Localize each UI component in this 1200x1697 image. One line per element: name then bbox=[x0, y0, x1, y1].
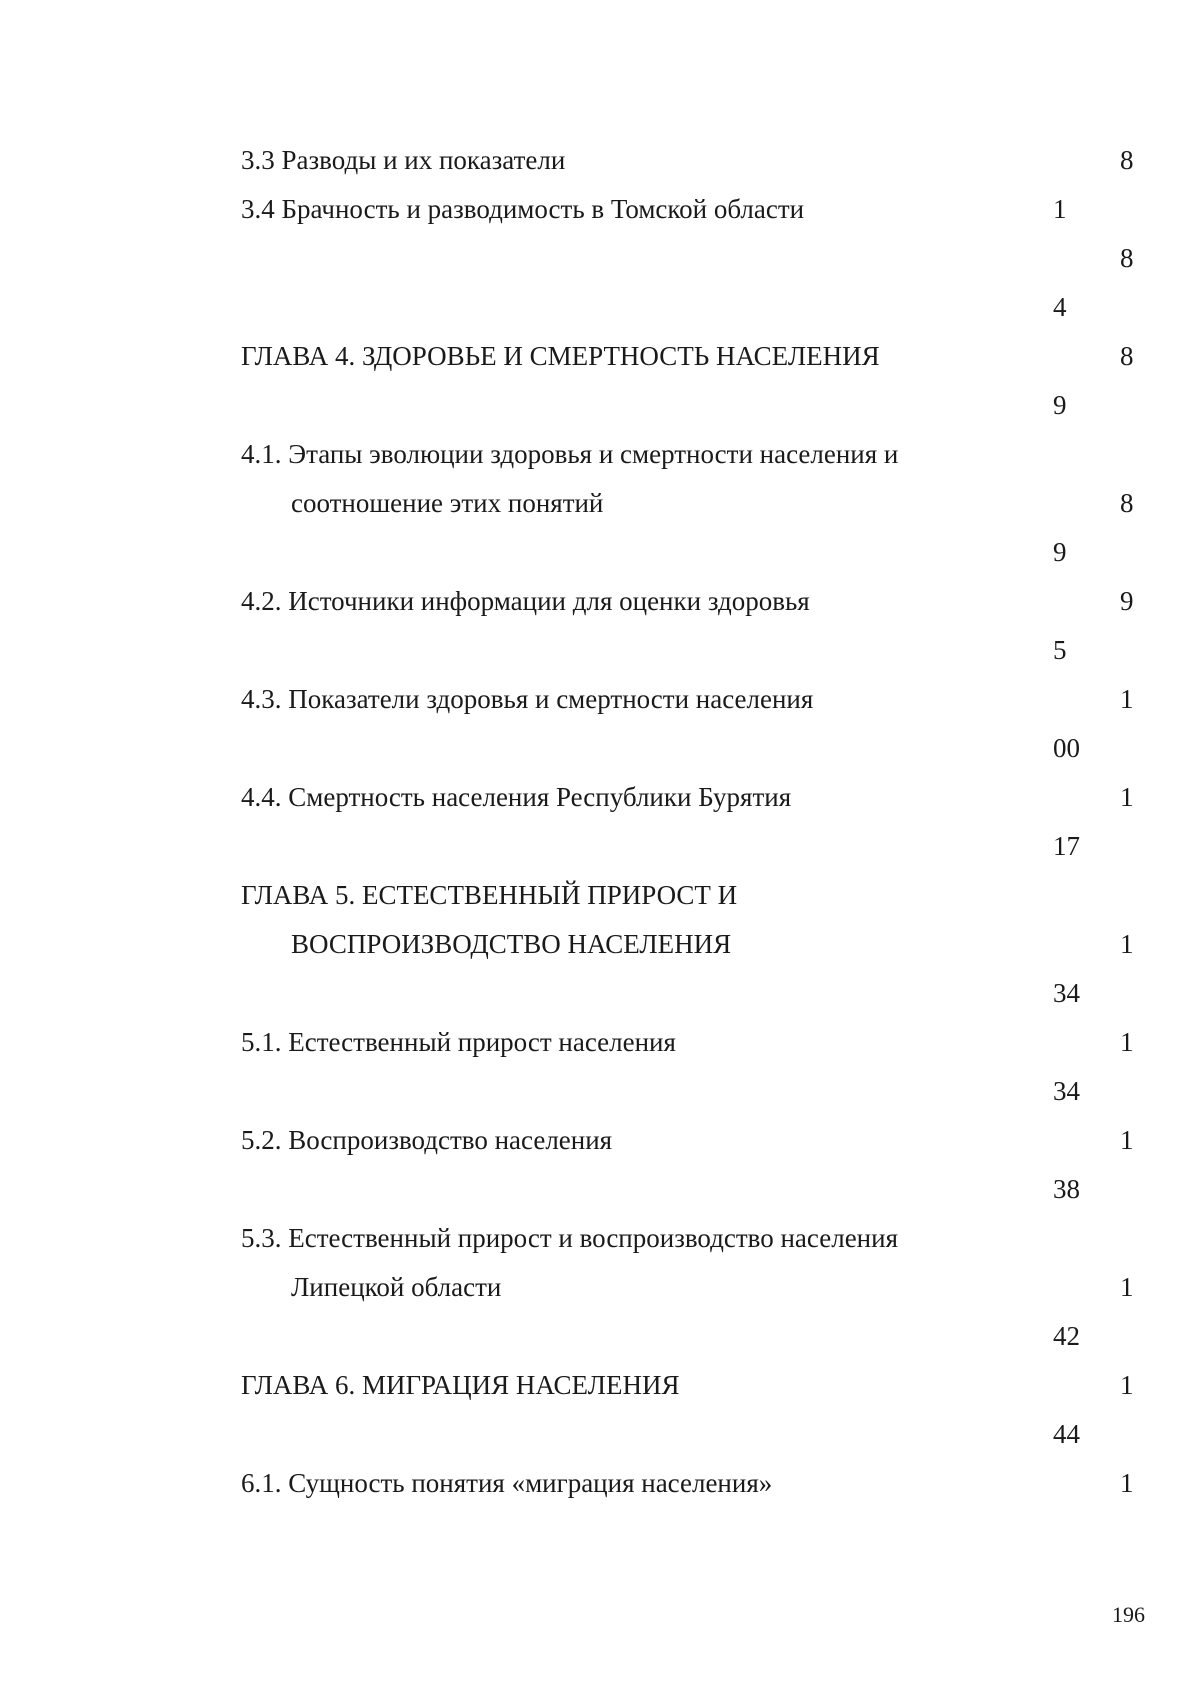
toc-entry-page: 42 bbox=[1053, 1321, 1080, 1351]
toc-entry-page: 1 bbox=[1120, 1272, 1134, 1302]
toc-entry-page: 38 bbox=[1053, 1174, 1080, 1204]
page-number: 196 bbox=[1112, 1602, 1145, 1627]
toc-entry-page: 1 bbox=[1120, 1125, 1134, 1155]
toc-entry-page: 1 bbox=[1120, 1468, 1134, 1498]
toc-entry-page: 1 bbox=[1120, 1370, 1134, 1400]
toc-entry-page: 17 bbox=[1053, 831, 1080, 861]
toc-chapter-label: ГЛАВА 6. МИГРАЦИЯ НАСЕЛЕНИЯ bbox=[241, 1370, 680, 1400]
toc-entry-label: 4.3. Показатели здоровья и смертности населения bbox=[241, 684, 814, 714]
toc-entry-label: 3.4 Брачность и разводимость в Томской области bbox=[241, 194, 805, 224]
toc-entry-label: 6.1. Сущность понятия «миграция населения» bbox=[241, 1468, 773, 1498]
toc-chapter-label: ГЛАВА 4. ЗДОРОВЬЕ И СМЕРТНОСТЬ НАСЕЛЕНИЯ bbox=[241, 341, 880, 371]
toc-chapter-label-continuation: ВОСПРОИЗВОДСТВО НАСЕЛЕНИЯ bbox=[291, 929, 732, 959]
toc-entry-page: 1 bbox=[1120, 782, 1134, 812]
toc-entry-label-continuation: Липецкой области bbox=[291, 1272, 502, 1302]
toc-entry-page: 8 bbox=[1120, 341, 1134, 371]
toc-entry-label: 4.2. Источники информации для оценки здоровья bbox=[241, 586, 810, 616]
toc-entry-page: 5 bbox=[1053, 635, 1067, 665]
toc-entry-label: 3.3 Разводы и их показатели bbox=[241, 145, 566, 175]
toc-entry-label-continuation: соотношение этих понятий bbox=[291, 488, 604, 518]
toc-entry-page: 34 bbox=[1053, 978, 1080, 1008]
toc-entry-page: 1 bbox=[1120, 929, 1134, 959]
toc-chapter-label: ГЛАВА 5. ЕСТЕСТВЕННЫЙ ПРИРОСТ И bbox=[241, 880, 738, 910]
toc-entry-page: 9 bbox=[1053, 390, 1067, 420]
toc-entry-label: 4.4. Смертность населения Республики Бурятия bbox=[241, 782, 792, 812]
toc-entry-page: 9 bbox=[1120, 586, 1134, 616]
toc-entry-page: 8 bbox=[1120, 145, 1134, 175]
toc-entry-page: 8 bbox=[1120, 243, 1134, 273]
toc-entry-page: 1 bbox=[1120, 684, 1134, 714]
toc-entry-page: 9 bbox=[1053, 537, 1067, 567]
toc-entry-label: 5.3. Естественный прирост и воспроизводство населения bbox=[241, 1223, 898, 1253]
toc-entry-label: 4.1. Этапы эволюции здоровья и смертности населения и bbox=[241, 439, 899, 469]
toc-entry-page: 44 bbox=[1053, 1419, 1080, 1449]
toc-entry-page: 34 bbox=[1053, 1076, 1080, 1106]
toc-entry-label: 5.2. Воспроизводство населения bbox=[241, 1125, 613, 1155]
toc-entry-page: 1 bbox=[1120, 1027, 1134, 1057]
toc-entry-page: 4 bbox=[1053, 292, 1067, 322]
toc-entry-label: 5.1. Естественный прирост населения bbox=[241, 1027, 676, 1057]
toc-entry-page: 1 bbox=[1053, 194, 1067, 224]
toc-entry-page: 00 bbox=[1053, 733, 1080, 763]
toc-entry-page: 8 bbox=[1120, 488, 1134, 518]
